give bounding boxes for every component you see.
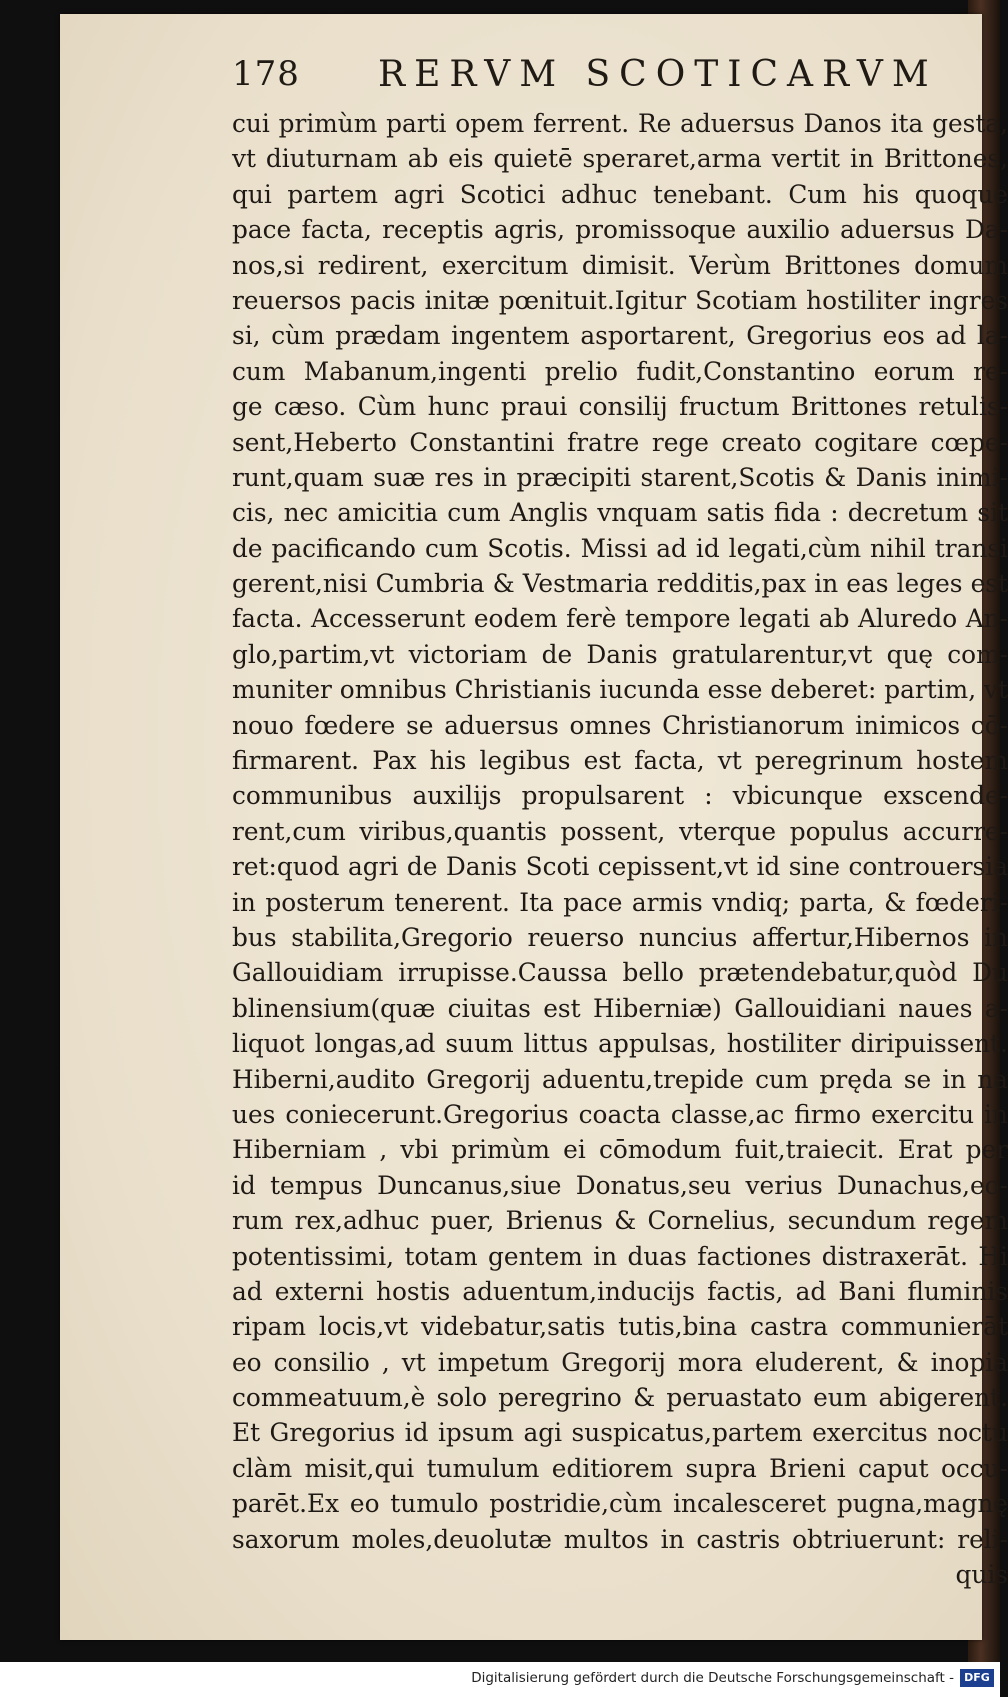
catchword: quis (955, 1560, 1008, 1590)
running-head: RERVM SCOTICARVM (378, 54, 938, 95)
text-line: gerent,nisi Cumbria & Vestmaria redditis,pax in eas leges est (232, 569, 1008, 599)
page-number: 178 (232, 54, 300, 94)
text-line: ripam locis,vt videbatur,satis tutis,bina castra communierāt (232, 1312, 1008, 1342)
page-header (60, 54, 982, 114)
text-line: ge cæso. Cùm hunc praui consilij fructum Brittones retulis- (232, 392, 1008, 422)
text-line: qui partem agri Scotici adhuc tenebant. Cum his quoque (232, 179, 1008, 209)
text-line: cis, nec amicitia cum Anglis vnquam satis fida : decretum sit (232, 498, 1008, 528)
text-line: reuersos pacis initæ pœnituit.Igitur Scotiam hostiliter ingres (232, 285, 1008, 315)
text-line: nouo fœdere se aduersus omnes Christianorum inimicos cō- (232, 710, 1008, 740)
digitization-note: Digitalisierung gefördert durch die Deutsche Forschungsgemeinschaft - (471, 1670, 954, 1686)
text-line: nos,si redirent, exercitum dimisit. Verùm Brittones domum (232, 250, 1008, 280)
text-line: potentissimi, totam gentem in duas factiones distraxerāt. Hi (232, 1241, 1008, 1271)
body-text (232, 106, 1008, 1592)
text-line: Et Gregorius id ipsum agi suspicatus,partem exercitus noctu (232, 1418, 1008, 1448)
text-line: liquot longas,ad suum littus appulsas, hostiliter diripuissent. (232, 1029, 1008, 1059)
text-line: Hiberniam , vbi primùm ei cōmodum fuit,traiecit. Erat per (232, 1135, 1008, 1165)
digitization-footer (0, 1662, 1000, 1697)
book-page (60, 14, 1008, 1640)
text-line: pace facta, receptis agris, promissoque auxilio aduersus Da- (232, 215, 1008, 245)
text-line: si, cùm prædam ingentem asportarent, Gregorius eos ad la- (232, 321, 1008, 351)
text-line: rum rex,adhuc puer, Brienus & Cornelius, secundum regem (232, 1206, 1008, 1236)
text-line: ad externi hostis aduentum,inducijs factis, ad Bani fluminis (232, 1276, 1008, 1306)
text-line: in posterum tenerent. Ita pace armis vndiq; parta, & fœderi- (232, 887, 1008, 917)
text-line: clàm misit,qui tumulum editiorem supra Brieni caput occu- (232, 1453, 1008, 1483)
text-line: Hiberni,audito Gregorij aduentu,trepide cum pręda se in na (232, 1064, 1008, 1094)
text-line: rent,cum viribus,quantis possent, vterque populus accurre- (232, 816, 1008, 846)
text-line: firmarent. Pax his legibus est facta, vt peregrinum hostem (232, 746, 1008, 776)
text-line: de pacificando cum Scotis. Missi ad id legati,cùm nihil transi (232, 533, 1008, 563)
text-line: vt diuturnam ab eis quietē speraret,arma vertit in Brittones, (232, 144, 1008, 174)
text-line: Gallouidiam irrupisse.Caussa bello prætendebatur,quòd Du (232, 958, 1008, 988)
text-line: parēt.Ex eo tumulo postridie,cùm incalesceret pugna,magnę (232, 1489, 1008, 1519)
text-line: blinensium(quæ ciuitas est Hiberniæ) Gallouidiani naues a- (232, 993, 1008, 1023)
text-line: eo consilio , vt impetum Gregorij mora eluderent, & inopia (232, 1347, 1008, 1377)
text-line: glo,partim,vt victoriam de Danis gratularentur,vt quę com- (232, 639, 1008, 669)
text-line: id tempus Duncanus,siue Donatus,seu verius Dunachus,eo- (232, 1170, 1008, 1200)
text-line: bus stabilita,Gregorio reuerso nuncius affertur,Hibernos in (232, 922, 1008, 952)
text-line: ues coniecerunt.Gregorius coacta classe,ac firmo exercitu in (232, 1099, 1008, 1129)
text-line: facta. Accesserunt eodem ferè tempore legati ab Aluredo An- (232, 604, 1008, 634)
text-line: communibus auxilijs propulsarent : vbicunque exscende- (232, 781, 1008, 811)
text-line: ret:quod agri de Danis Scoti cepissent,vt id sine controuersia (232, 852, 1008, 882)
text-line: cum Mabanum,ingenti prelio fudit,Constantino eorum re- (232, 356, 1008, 386)
text-line: sent,Heberto Constantini fratre rege creato cogitare cœpe- (232, 427, 1008, 457)
text-line: runt,quam suæ res in præcipiti starent,Scotis & Danis inimi- (232, 462, 1008, 492)
text-line: muniter omnibus Christianis iucunda esse deberet: partim, vt (232, 675, 1008, 705)
text-line: commeatuum,è solo peregrino & peruastato eum abigerent. (232, 1383, 1008, 1413)
dfg-logo-icon: DFG (960, 1669, 994, 1687)
text-line: cui primùm parti opem ferrent. Re aduersus Danos ita gesta, (232, 109, 1008, 138)
text-line: saxorum moles,deuolutæ multos in castris obtriuerunt: reli- (232, 1524, 1008, 1554)
